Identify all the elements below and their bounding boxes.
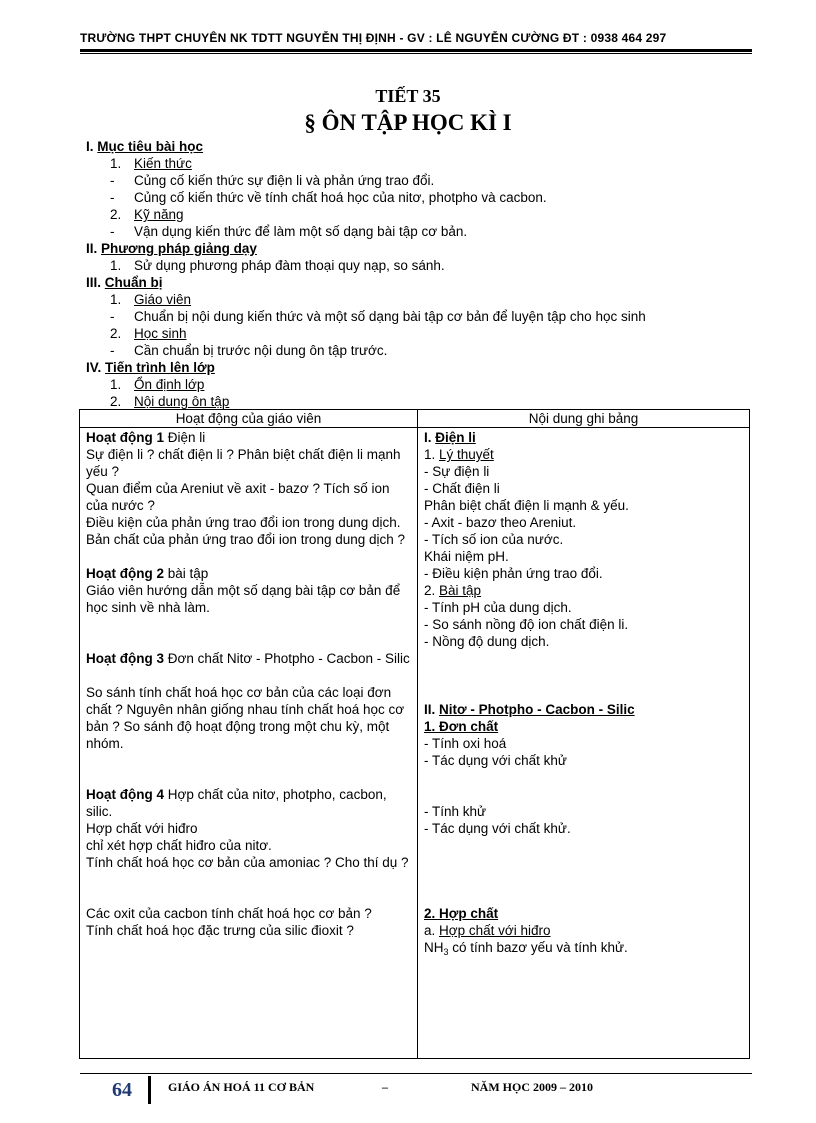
lesson-number: TIẾT 35 [375, 86, 441, 106]
spacer [424, 888, 743, 905]
activity-topic: Điện li [164, 430, 206, 445]
board-heading-number: II. [424, 702, 440, 717]
table-header-row [80, 410, 750, 428]
bullet-item [86, 308, 746, 325]
board-subheading: 1. Đơn chất [424, 719, 499, 734]
spacer [424, 684, 743, 701]
section-title: Tiến trình lên lớp [105, 360, 215, 375]
bullet-text: Củng cố kiến thức sự điện li và phản ứng trao đổi. [134, 173, 435, 188]
item-number: 1. [110, 377, 122, 392]
activity-text: Hợp chất với hiđro [86, 821, 198, 836]
section-objectives [86, 138, 746, 155]
item-number: 1. [110, 292, 122, 307]
item-number: 2. [110, 326, 122, 341]
spacer [424, 650, 743, 667]
bullet-dash: - [110, 224, 115, 239]
footer-school-year: NĂM HỌC 2009 – 2010 [471, 1080, 593, 1094]
bullet-item [86, 223, 746, 240]
bullet-item [86, 172, 746, 189]
activity-text: Tính chất hoá học đặc trưng của silic đioxit ? [86, 923, 354, 938]
section-preparation [86, 274, 746, 291]
activity-text: Tính chất hoá học cơ bản của amoniac ? Cho thí dụ ? [86, 855, 409, 870]
item-title: Ổn định lớp [134, 377, 205, 392]
item-title: Kỹ năng [134, 207, 184, 222]
activity-text: Giáo viên hướng dẫn một số dạng bài tập cơ bản để học sinh về nhà làm. [86, 583, 401, 615]
board-content-cell [418, 428, 750, 1059]
bullet-text: Vận dụng kiến thức để làm một số dạng bài tập cơ bản. [134, 224, 468, 239]
footer-dash: – [382, 1080, 388, 1094]
spacer [424, 667, 743, 684]
item-number: 2. [110, 207, 122, 222]
board-line: - Axit - bazơ theo Areniut. [424, 515, 577, 530]
section-number: II. [86, 241, 98, 256]
section-procedure [86, 359, 746, 376]
header-rule-thick [80, 49, 752, 52]
spacer [86, 752, 411, 769]
board-line: - Tính oxi hoá [424, 736, 507, 751]
bullet-text: Chuẩn bị nội dung kiến thức và một số dạng bài tập cơ bản để luyện tập cho học sinh [134, 309, 646, 324]
section-methods [86, 240, 746, 257]
board-line: - Nồng độ dung dịch. [424, 634, 550, 649]
activity-label: Hoạt động 2 [86, 566, 164, 581]
activity-text: Điều kiện của phản ứng trao đổi ion trong dung dịch. Bản chất của phản ứng trao đổi ion trong dung dịch ? [86, 515, 406, 547]
spacer [86, 616, 411, 633]
section-title: Mục tiêu bài học [97, 139, 204, 154]
activity-label: Hoạt động 3 [86, 651, 164, 666]
list-item [86, 257, 746, 274]
item-text: Sử dụng phương pháp đàm thoại quy nạp, so sánh. [134, 258, 445, 273]
spacer [86, 633, 411, 650]
lesson-title: § ÔN TẬP HỌC KÌ I [304, 110, 512, 135]
column-header-board: Nội dung ghi bảng [418, 410, 750, 428]
spacer [424, 854, 743, 871]
activity-label: Hoạt động 4 [86, 787, 164, 802]
header-rule-thin [80, 53, 752, 54]
board-line [424, 939, 743, 956]
activity-heading [86, 565, 411, 582]
bullet-text: Cần chuẩn bị trước nội dung ôn tập trước. [134, 343, 388, 358]
spacer [424, 786, 743, 803]
item-title: Học sinh [134, 326, 187, 341]
activity-text: Sự điện li ? chất điện li ? Phân biệt chất điện li mạnh yếu ? [86, 447, 401, 479]
board-heading [424, 429, 743, 446]
board-line: Khái niệm pH. [424, 549, 509, 564]
board-line: - Tác dụng với chất khử. [424, 821, 571, 836]
activity-topic: Đơn chất Nitơ - Photpho - Cacbon - Silic [164, 651, 410, 666]
subsection-teacher [86, 291, 746, 308]
board-line: - Tác dụng với chất khử [424, 753, 567, 768]
activity-label: Hoạt động 1 [86, 430, 164, 445]
formula-subscript: 3 [443, 947, 449, 957]
activity-heading [86, 650, 411, 667]
activity-text: Quan điểm của Areniut về axit - bazơ ? Tích số ion của nước ? [86, 481, 390, 513]
subsection-review-content [86, 393, 746, 410]
column-header-teacher: Hoạt động của giáo viên [80, 410, 418, 428]
item-title: Giáo viên [134, 292, 192, 307]
subsection-class-stabilize [86, 376, 746, 393]
table-row [80, 428, 750, 1059]
bullet-item [86, 342, 746, 359]
page-header: TRƯỜNG THPT CHUYÊN NK TDTT NGUYỄN THỊ ĐỊNH - GV : LÊ NGUYỄN CƯỜNG ĐT : 0938 464 297 [80, 31, 667, 45]
activity-text: Các oxit của cacbon tính chất hoá học cơ bản ? [86, 906, 372, 921]
board-heading-title: Điện li [435, 430, 476, 445]
board-subheading-title: Hợp chất với hiđro [439, 923, 551, 938]
bullet-dash: - [110, 343, 115, 358]
board-line: - So sánh nồng độ ion chất điện li. [424, 617, 629, 632]
spacer [424, 871, 743, 888]
bullet-item [86, 189, 746, 206]
board-line: - Tính pH của dung dịch. [424, 600, 572, 615]
item-number: 2. [110, 394, 122, 409]
section-number: IV. [86, 360, 102, 375]
formula-rest: có tính bazơ yếu và tính khử. [448, 940, 628, 955]
board-subheading-title: Bài tập [439, 583, 482, 598]
footer-rule [80, 1073, 752, 1074]
subsection-skills [86, 206, 746, 223]
activity-text: chỉ xét hợp chất hiđro của nitơ. [86, 838, 272, 853]
section-title: Phương pháp giảng dạy [101, 241, 257, 256]
board-heading-number: I. [424, 430, 436, 445]
board-line: - Sự điện li [424, 464, 490, 479]
board-subheading [424, 922, 743, 939]
board-line: - Điều kiện phản ứng trao đổi. [424, 566, 603, 581]
spacer [86, 871, 411, 888]
item-number: 1. [110, 156, 122, 171]
item-number: 1. [110, 258, 122, 273]
spacer [86, 888, 411, 905]
footer-book-title: GIÁO ÁN HOÁ 11 CƠ BẢN [168, 1080, 315, 1094]
board-subheading: 2. Hợp chất [424, 906, 499, 921]
activity-topic: Hợp chất của nitơ, photpho, cacbon, silic. [86, 787, 387, 819]
section-number: III. [86, 275, 102, 290]
teacher-activities-cell [80, 428, 418, 1059]
formula-nh: NH [424, 940, 444, 955]
board-subheading [424, 582, 743, 599]
board-heading [424, 701, 743, 718]
bullet-dash: - [110, 190, 115, 205]
section-number: I. [86, 139, 94, 154]
board-subheading [424, 446, 743, 463]
board-subheading-number: 1. [424, 447, 440, 462]
item-title: Nội dung ôn tập [134, 394, 230, 409]
board-heading-title: Nitơ - Photpho - Cacbon - Silic [439, 702, 635, 717]
item-title: Kiến thức [134, 156, 192, 171]
page-number-bar [148, 1076, 151, 1104]
spacer [424, 837, 743, 854]
bullet-dash: - [110, 173, 115, 188]
spacer [86, 548, 411, 565]
board-line: - Chất điện li [424, 481, 500, 496]
board-subheading-title: Lý thuyết [439, 447, 494, 462]
board-subheading-number: 2. [424, 583, 440, 598]
subsection-students [86, 325, 746, 342]
activity-text: So sánh tính chất hoá học cơ bản của các loại đơn chất ? Nguyên nhân giống nhau tính chất hoá học cơ bản ? So sánh độ hoạt động trong một chu kỳ, một nhóm. [86, 685, 405, 751]
activity-topic: bài tập [164, 566, 209, 581]
section-title: Chuẩn bị [104, 275, 163, 290]
spacer [86, 667, 411, 684]
bullet-dash: - [110, 309, 115, 324]
board-line: Phân biệt chất điện li mạnh & yếu. [424, 498, 629, 513]
subsection-knowledge [86, 155, 746, 172]
page-number: 64 [112, 1079, 132, 1101]
board-subheading-number: a. [424, 923, 440, 938]
lesson-plan-table [79, 409, 750, 1059]
spacer [424, 769, 743, 786]
board-line: - Tích số ion của nước. [424, 532, 564, 547]
lesson-outline [86, 138, 746, 410]
spacer [86, 769, 411, 786]
activity-heading [86, 429, 411, 446]
bullet-text: Củng cố kiến thức về tính chất hoá học của nitơ, photpho và cacbon. [134, 190, 547, 205]
board-line: - Tính khử [424, 804, 487, 819]
activity-heading [86, 786, 411, 820]
